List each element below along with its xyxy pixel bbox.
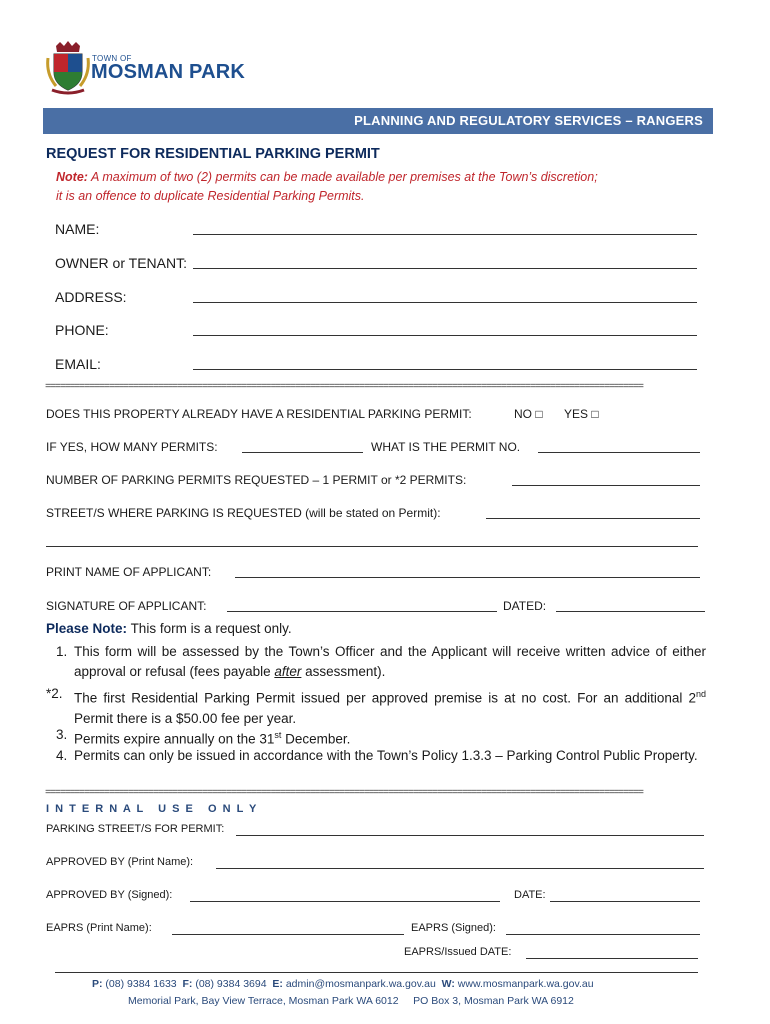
how-many-label: IF YES, HOW MANY PERMITS:: [46, 440, 218, 454]
footer-web[interactable]: www.mosmanpark.wa.gov.au: [457, 978, 594, 990]
eaprs-issued-label: EAPRS/Issued DATE:: [404, 946, 512, 958]
note-item-num: 4.: [56, 748, 68, 763]
footer-fax: (08) 9384 3694: [195, 978, 267, 990]
note-item-text: Permits expire annually on the 31st December.: [74, 730, 351, 747]
note-item-num: 1.: [56, 644, 68, 659]
parking-street-field[interactable]: [236, 824, 704, 836]
note-line-2: it is an offence to duplicate Residential Parking Permits.: [56, 189, 365, 203]
parking-street-label: PARKING STREET/S FOR PERMIT:: [46, 823, 225, 835]
separator-2: ==========================================================================================================================: [45, 788, 643, 799]
signature-label: SIGNATURE OF APPLICANT:: [46, 599, 207, 613]
name-label: NAME:: [55, 221, 100, 237]
town-logo: [46, 40, 256, 96]
please-note-text: This form is a request only.: [130, 621, 292, 636]
footer-address: [128, 995, 574, 1007]
print-name-label: PRINT NAME OF APPLICANT:: [46, 565, 212, 579]
please-note: [46, 621, 292, 636]
crest-icon: [46, 40, 90, 96]
logo-small-text: TOWN OF: [92, 54, 132, 63]
how-many-field[interactable]: [242, 441, 363, 453]
eaprs-issued-field[interactable]: [526, 947, 698, 959]
note-item-2: [46, 684, 706, 724]
internal-use-heading: I N T E R N A L U S E O N L Y: [46, 803, 258, 815]
existing-permit-no-checkbox[interactable]: NO □: [514, 407, 543, 421]
name-field[interactable]: [193, 223, 697, 235]
note-text-1: A maximum of two (2) permits can be made available per premises at the Town’s discretion;: [90, 170, 598, 184]
note-item-num: *2.: [46, 686, 63, 701]
footer-email-label: E:: [272, 978, 283, 990]
header-bar: [43, 108, 713, 134]
note-label: Note:: [56, 170, 88, 184]
note-item-num: 3.: [56, 727, 68, 742]
phone-field[interactable]: [193, 324, 697, 336]
phone-label: PHONE:: [55, 322, 109, 338]
approved-signed-label: APPROVED BY (Signed):: [46, 889, 173, 901]
existing-permit-question: DOES THIS PROPERTY ALREADY HAVE A RESIDENTIAL PARKING PERMIT:: [46, 407, 472, 421]
approved-signed-field[interactable]: [190, 890, 500, 902]
print-name-field[interactable]: [235, 566, 700, 578]
street-field-line-2[interactable]: [46, 535, 698, 547]
eaprs-print-label: EAPRS (Print Name):: [46, 922, 152, 934]
owner-tenant-label: OWNER or TENANT:: [55, 255, 187, 271]
footer-web-label: W:: [441, 978, 455, 990]
eaprs-signed-field[interactable]: [506, 923, 700, 935]
dated-label: DATED:: [503, 599, 547, 613]
permit-no-field[interactable]: [538, 441, 700, 453]
note-item-3: [46, 725, 706, 745]
approved-print-label: APPROVED BY (Print Name):: [46, 856, 194, 868]
page-title: REQUEST FOR RESIDENTIAL PARKING PERMIT: [46, 146, 380, 162]
approved-print-field[interactable]: [216, 857, 704, 869]
note-item-4: [46, 746, 706, 786]
street-label: STREET/S WHERE PARKING IS REQUESTED (will be stated on Permit):: [46, 506, 441, 520]
note-line-1: [56, 170, 598, 184]
signature-field[interactable]: [227, 600, 497, 612]
address-label: ADDRESS:: [55, 289, 127, 305]
eaprs-print-field[interactable]: [172, 923, 404, 935]
footer-fax-label: F:: [182, 978, 193, 990]
street-field[interactable]: [486, 507, 700, 519]
internal-date-field[interactable]: [550, 890, 700, 902]
header-bar-title: PLANNING AND REGULATORY SERVICES – RANGERS: [354, 113, 703, 128]
footer-phone-label: P:: [92, 978, 103, 990]
number-requested-label: NUMBER OF PARKING PERMITS REQUESTED – 1 PERMIT or *2 PERMITS:: [46, 473, 467, 487]
please-note-label: Please Note:: [46, 621, 128, 636]
number-requested-field[interactable]: [512, 474, 700, 486]
internal-date-label: DATE:: [514, 889, 546, 901]
address-field[interactable]: [193, 291, 697, 303]
note-item-text: The first Residential Parking Permit issued per approved premise is at no cost. For an additional 2nd Permit there is a $50.00 fee per year.: [74, 689, 706, 726]
footer-phone: (08) 9384 1633: [105, 978, 177, 990]
footer-rule: [55, 972, 698, 973]
existing-permit-yes-checkbox[interactable]: YES □: [564, 407, 599, 421]
note-item-text: Permits can only be issued in accordance with the Town’s Policy 1.3.3 – Parking Control Public Property.: [74, 748, 698, 763]
email-label: EMAIL:: [55, 356, 101, 372]
permit-no-label: WHAT IS THE PERMIT NO.: [371, 440, 521, 454]
email-field[interactable]: [193, 358, 697, 370]
separator-1: ==========================================================================================================================: [45, 382, 643, 393]
footer-contact: [92, 978, 594, 990]
eaprs-signed-label: EAPRS (Signed):: [411, 922, 496, 934]
footer-email[interactable]: admin@mosmanpark.wa.gov.au: [285, 978, 436, 990]
note-item-1: [46, 642, 706, 682]
note-item-text: This form will be assessed by the Town’s Officer and the Applicant will receive written advice of either approval or refusal (fees payable after assessment).: [74, 644, 706, 679]
owner-tenant-field[interactable]: [193, 257, 697, 269]
footer-street-address: Memorial Park, Bay View Terrace, Mosman Park WA 6012: [128, 995, 399, 1007]
footer-po-box: PO Box 3, Mosman Park WA 6912: [413, 995, 574, 1007]
logo-big-text: MOSMAN PARK: [91, 61, 246, 83]
dated-field[interactable]: [556, 600, 705, 612]
